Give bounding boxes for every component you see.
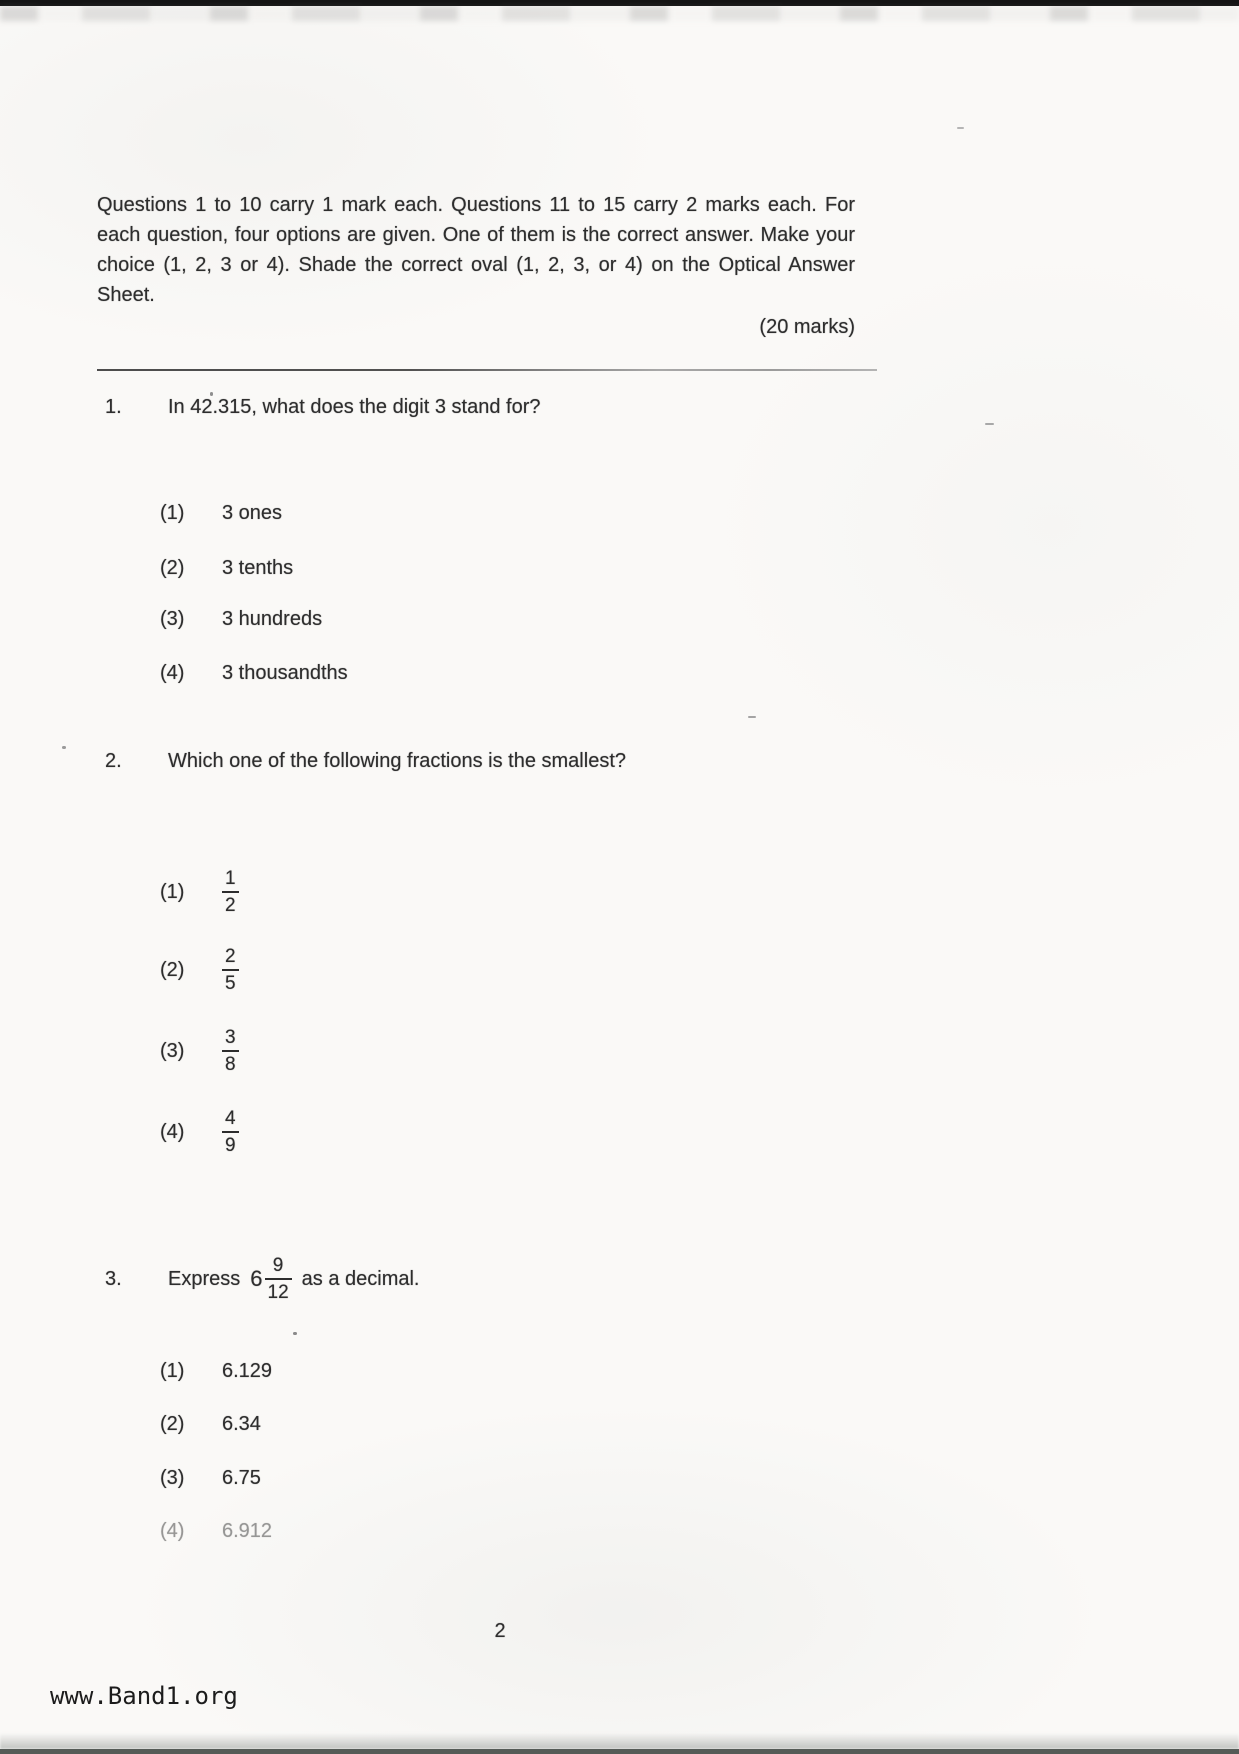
scan-artifact	[957, 127, 964, 129]
option-label: (2)	[160, 958, 185, 981]
option-label: (4)	[160, 662, 185, 684]
mixed-number-whole: 6	[250, 1266, 263, 1291]
option-text: 6.75	[222, 1467, 261, 1489]
option-label: (1)	[160, 1360, 185, 1382]
option-text: 6.34	[222, 1413, 261, 1435]
option-text: 3 thousandths	[222, 662, 348, 684]
question-1-text: In 42.315, what does the digit 3 stand for?	[168, 396, 541, 418]
fraction	[222, 947, 239, 993]
question-3-option-3	[160, 1467, 261, 1490]
scan-artifact	[293, 1332, 297, 1335]
option-text: 6.129	[222, 1360, 273, 1382]
question-3-suffix: as a decimal.	[301, 1267, 420, 1290]
fraction-denominator: 8	[225, 1054, 236, 1075]
website-watermark: www.Band1.org	[50, 1682, 238, 1710]
question-1-option-4	[160, 662, 348, 685]
scan-artifact	[985, 423, 994, 425]
fraction-numerator: 3	[225, 1027, 236, 1048]
fraction	[222, 869, 239, 915]
question-1-option-3	[160, 608, 322, 631]
fraction-denominator: 12	[267, 1282, 289, 1303]
option-text: 3 hundreds	[222, 608, 323, 630]
option-label: (4)	[160, 1520, 185, 1542]
fraction	[222, 1028, 239, 1074]
option-label: (3)	[160, 1467, 185, 1489]
page-number: 2	[494, 1620, 506, 1642]
option-label: (1)	[160, 502, 185, 524]
question-2-option-4	[160, 1109, 239, 1155]
fraction	[222, 1109, 239, 1155]
scan-top-smudge	[0, 6, 1239, 21]
fraction-denominator: 5	[225, 973, 236, 994]
question-2-option-2	[160, 947, 239, 993]
option-label: (4)	[160, 1120, 185, 1143]
scan-artifact	[62, 746, 66, 749]
option-label: (3)	[160, 1039, 185, 1062]
question-3-option-1	[160, 1360, 272, 1383]
question-1-option-2	[160, 557, 293, 580]
question-2-text: Which one of the following fractions is the smallest?	[168, 750, 626, 772]
scan-bottom-smudge	[0, 1733, 1239, 1749]
scan-artifact	[210, 392, 213, 396]
fraction-numerator: 1	[225, 868, 236, 889]
option-label: (2)	[160, 557, 185, 579]
exam-instructions: Questions 1 to 10 carry 1 mark each. Questions 11 to 15 carry 2 marks each. For each question, four options are given. One of them is the correct answer. Make your choice (1, 2, 3 or 4). Shade the correct oval (1, 2, 3, or 4) on the Optical Answer Sheet.	[97, 194, 855, 306]
question-2-option-1	[160, 869, 239, 915]
option-label: (1)	[160, 880, 185, 903]
mixed-number-fraction	[265, 1256, 292, 1302]
option-text: 6.912	[222, 1520, 273, 1542]
question-2-number: 2.	[105, 750, 122, 772]
fraction-numerator: 9	[272, 1255, 284, 1276]
scan-artifact	[748, 716, 756, 718]
question-3-option-4	[160, 1520, 272, 1543]
option-label: (2)	[160, 1413, 185, 1435]
question-3-stem	[105, 1256, 419, 1302]
fraction-numerator: 4	[225, 1108, 236, 1129]
option-text: 3 ones	[222, 502, 283, 524]
question-1-option-1	[160, 502, 282, 525]
question-2-option-3	[160, 1028, 239, 1074]
option-label: (3)	[160, 608, 185, 630]
total-marks-note: (20 marks)	[759, 316, 855, 338]
question-3-option-2	[160, 1413, 261, 1436]
question-3-number: 3.	[105, 1267, 122, 1290]
fraction-numerator: 2	[225, 946, 236, 967]
question-1-number: 1.	[105, 396, 122, 418]
question-3-prefix: Express	[168, 1267, 241, 1290]
fraction-denominator: 2	[225, 895, 236, 916]
scan-bottom-bar	[0, 1749, 1239, 1754]
option-text: 3 tenths	[222, 557, 294, 579]
section-divider	[97, 369, 877, 371]
fraction-denominator: 9	[225, 1135, 236, 1156]
